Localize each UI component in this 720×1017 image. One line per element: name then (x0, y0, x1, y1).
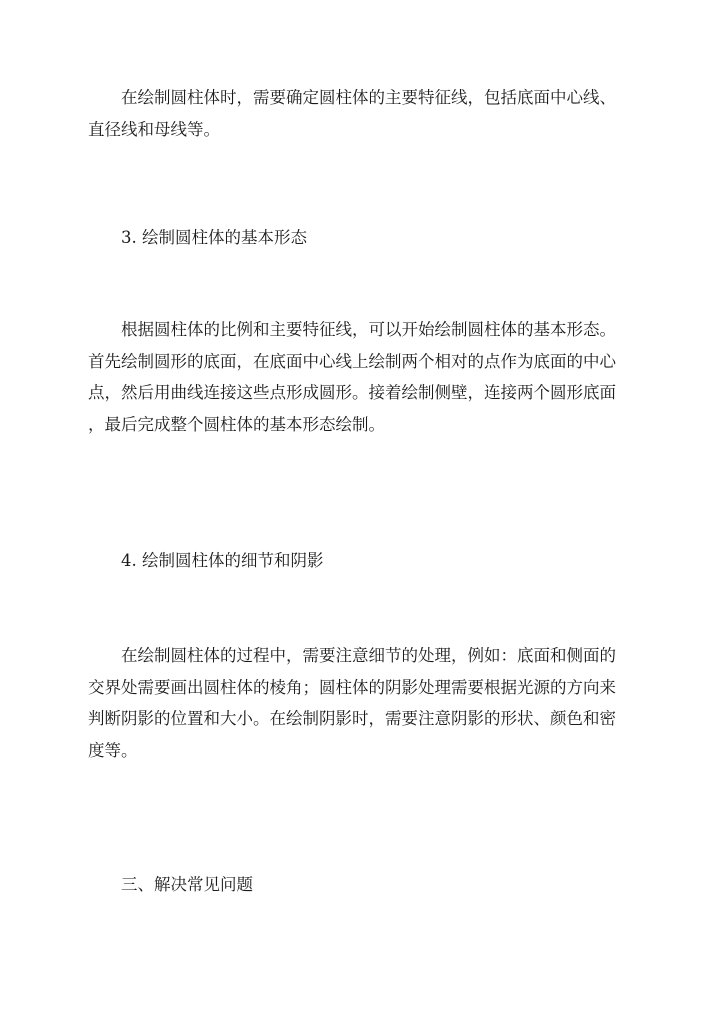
paragraph-line: 判断阴影的位置和大小。在绘制阴影时，需要注意阴影的形状、颜色和密 (88, 709, 616, 728)
paragraph-details-shadow (88, 640, 640, 766)
paragraph-line: 在绘制圆柱体的过程中，需要注意细节的处理，例如：底面和侧面的 (121, 646, 616, 665)
paragraph-line: 在绘制圆柱体时，需要确定圆柱体的主要特征线，包括底面中心线、 (121, 88, 616, 107)
heading-common-problems: 三、解决常见问题 (121, 875, 253, 894)
paragraph-line: 交界处需要画出圆柱体的棱角；圆柱体的阴影处理需要根据光源的方向来 (88, 677, 616, 697)
paragraph-line: ，最后完成整个圆柱体的基本形态绘制。 (88, 414, 385, 434)
heading-details-shadow: 4. 绘制圆柱体的细节和阴影 (121, 551, 324, 570)
paragraph-feature-lines (88, 82, 640, 145)
paragraph-line: 度等。 (88, 740, 138, 760)
paragraph-line: 根据圆柱体的比例和主要特征线，可以开始绘制圆柱体的基本形态。 (121, 320, 616, 339)
paragraph-line: 点，然后用曲线连接这些点形成圆形。接着绘制侧壁，连接两个圆形底面 (88, 383, 616, 402)
heading-basic-shape: 3. 绘制圆柱体的基本形态 (121, 228, 307, 247)
paragraph-line: 首先绘制圆形的底面，在底面中心线上绘制两个相对的点作为底面的中心 (88, 351, 616, 371)
paragraph-line: 直径线和母线等。 (88, 119, 220, 139)
paragraph-basic-shape (88, 314, 640, 440)
